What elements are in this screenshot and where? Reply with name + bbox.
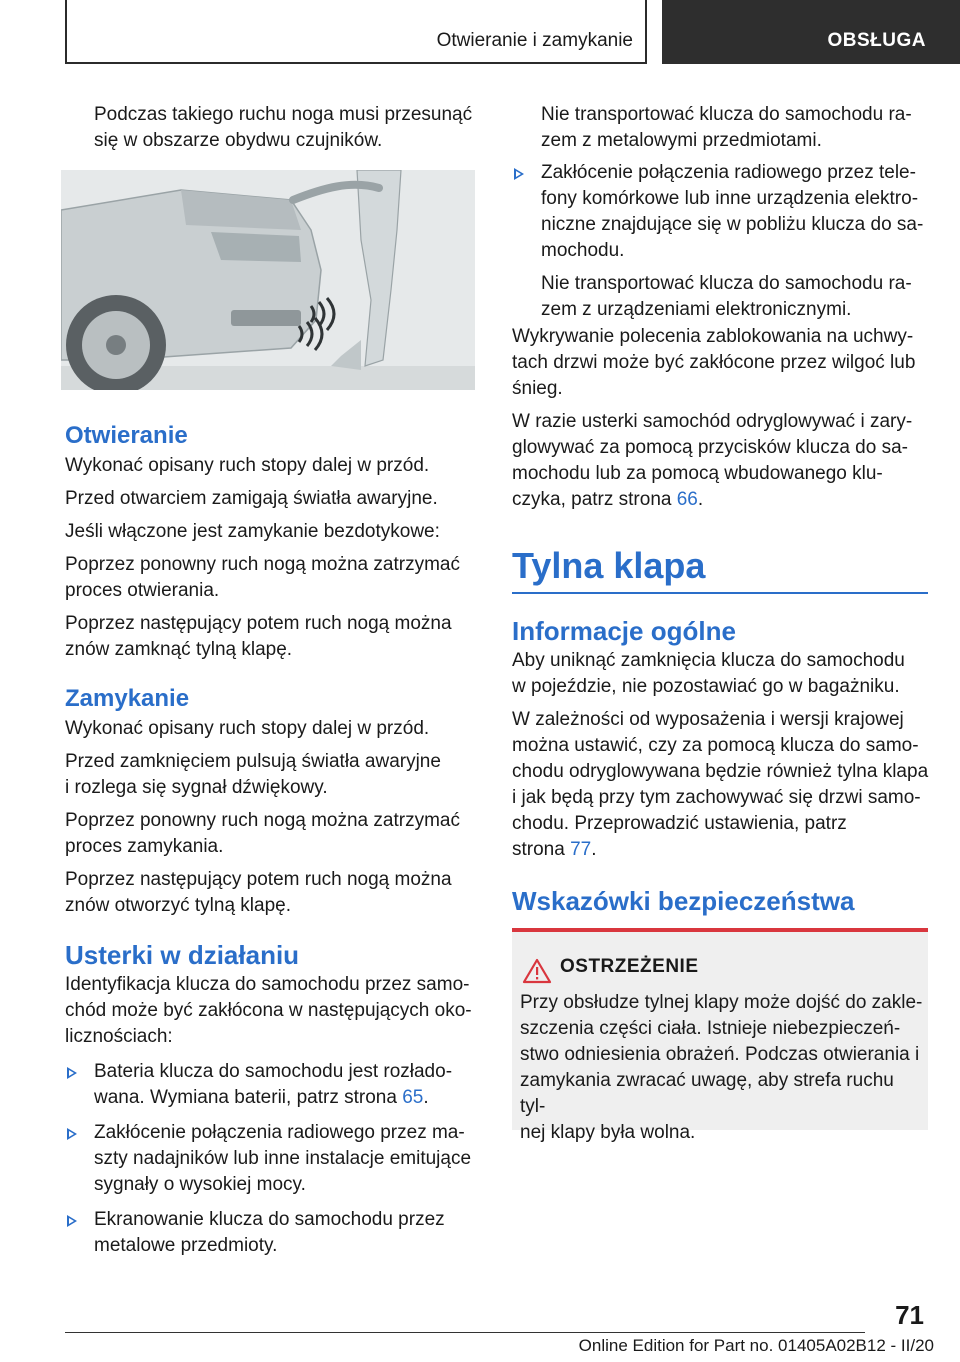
cont-line: zem z metalowymi przedmiotami.: [541, 130, 822, 151]
info-line: chodu odryglowywana będzie również tylna klapa: [512, 761, 929, 782]
info-line: strona 77.: [512, 839, 597, 860]
bullet-triangle-icon: [67, 1215, 77, 1227]
bullet-line: Nie transportować klucza do samochodu ra-: [541, 273, 912, 294]
para-line: glowywać za pomocą przycisków klucza do sa-: [512, 437, 908, 458]
warning-triangle-icon: [522, 956, 552, 986]
intro-line: się w obszarze obydwu czujników.: [94, 130, 383, 151]
info-line: W zależności od wyposażenia i wersji krajowej: [512, 709, 904, 730]
bullet-line: mochodu.: [541, 240, 625, 261]
warning-box: [512, 928, 928, 1143]
warning-body: [520, 990, 924, 1146]
warning-line: nej klapy była wolna.: [520, 1122, 696, 1143]
list-item: [65, 1059, 477, 1111]
para-line: czyka, patrz strona 66.: [512, 489, 704, 510]
info-line: w pojeździe, nie pozostawiać go w bagażniku.: [512, 676, 900, 697]
heading-tylna-klapa: Tylna klapa: [512, 545, 706, 586]
page-link-77[interactable]: 77: [570, 839, 592, 860]
cont-line: Nie transportować klucza do samochodu ra-: [541, 104, 912, 125]
warning-title: OSTRZEŻENIE: [560, 956, 699, 977]
bullet-line: metalowe przedmioty.: [94, 1235, 278, 1256]
bullet-line: sygnały o wysokiej mocy.: [94, 1174, 306, 1195]
page-number: 71: [895, 1300, 924, 1330]
info-line: i jak będą przy tym zachowywać się drzwi samo-: [512, 787, 921, 808]
bullet-line: Zakłócenie połączenia radiowego przez tele-: [541, 162, 916, 183]
otwieranie-line: Poprzez następujący potem ruch nogą można: [65, 613, 452, 634]
chapter-tab: [662, 0, 960, 64]
otwieranie-line: znów zamknąć tylną klapę.: [65, 639, 293, 660]
bullet-line: zem z urządzeniami elektronicznymi.: [541, 299, 852, 320]
bullet-line: niczne znajdujące się w pobliżu klucza do sa-: [541, 214, 924, 235]
header-frame: [65, 0, 647, 64]
bullet-triangle-icon: [67, 1067, 77, 1079]
car-rear-illustration: [61, 170, 475, 390]
heading-zamykanie: Zamykanie: [65, 685, 190, 712]
heading-rule: [512, 592, 928, 594]
warning-line: szczenia części ciała. Istnieje niebezpieczeń-: [520, 1018, 901, 1039]
warning-line: zamykania zwracać uwagę, aby strefa ruchu tyl-: [520, 1070, 894, 1117]
para-line: W razie usterki samochód odryglowywać i zary-: [512, 411, 913, 432]
chapter-tab-label: OBSŁUGA: [827, 30, 926, 51]
heading-informacje: Informacje ogólne: [512, 616, 736, 646]
bullet-line: fony komórkowe lub inne urządzenia elektro-: [541, 188, 919, 209]
heading-wskazowki: Wskazówki bezpieczeństwa: [512, 886, 855, 916]
info-line: można ustawić, czy za pomocą klucza do samo-: [512, 735, 919, 756]
usterki-intro-line: Identyfikacja klucza do samochodu przez samo-: [65, 974, 470, 995]
heading-otwieranie: Otwieranie: [65, 422, 188, 449]
footer-rule: [65, 1332, 865, 1333]
zamykanie-line: Poprzez ponowny ruch nogą można zatrzymać: [65, 810, 460, 831]
intro-line: Podczas takiego ruchu noga musi przesunąć: [94, 104, 473, 125]
zamykanie-line: proces zamykania.: [65, 836, 224, 857]
bullet-triangle-icon: [67, 1128, 77, 1140]
section-title: Otwieranie i zamykanie: [436, 30, 633, 51]
para-line: Wykrywanie polecenia zablokowania na uchwy-: [512, 326, 914, 347]
otwieranie-line: Wykonać opisany ruch stopy dalej w przód.: [65, 455, 430, 476]
bullet-line: Bateria klucza do samochodu jest rozłado-: [94, 1061, 453, 1082]
para-line: śnieg.: [512, 378, 563, 399]
page-link-66[interactable]: 66: [676, 489, 698, 510]
bullet-line: Ekranowanie klucza do samochodu przez: [94, 1209, 445, 1230]
warning-line: stwo odniesienia obrażeń. Podczas otwierania i: [520, 1044, 920, 1065]
otwieranie-line: proces otwierania.: [65, 580, 220, 601]
otwieranie-line: Przed otwarciem zamigają światła awaryjne.: [65, 488, 438, 509]
bullet-line: wana. Wymiana baterii, patrz strona 65.: [94, 1087, 429, 1108]
info-line: chodu. Przeprowadzić ustawienia, patrz: [512, 813, 847, 834]
zamykanie-line: Poprzez następujący potem ruch nogą można: [65, 869, 452, 890]
list-item: [65, 1120, 477, 1198]
tailgate-foot-gesture-illustration: [61, 170, 475, 390]
para-line: tach drzwi może być zakłócone przez wilgoć lub: [512, 352, 916, 373]
para-line: mochodu lub za pomocą wbudowanego klu-: [512, 463, 883, 484]
usterki-intro-line: chód może być zakłócona w następujących oko-: [65, 1000, 472, 1021]
zamykanie-line: Przed zamknięciem pulsują światła awaryjne: [65, 751, 441, 772]
heading-usterki: Usterki w działaniu: [65, 940, 300, 970]
bullet-line: szty nadajników lub inne instalacje emitujące: [94, 1148, 472, 1169]
usterki-intro-line: licznościach:: [65, 1026, 173, 1047]
edition-note: Online Edition for Part no. 01405A02B12 - II/20: [578, 1336, 934, 1355]
info-line: Aby uniknąć zamknięcia klucza do samochodu: [512, 650, 905, 671]
zamykanie-line: znów otworzyć tylną klapę.: [65, 895, 291, 916]
bullet-line: Zakłócenie połączenia radiowego przez ma-: [94, 1122, 465, 1143]
bullet-triangle-icon: [514, 168, 524, 180]
otwieranie-line: Jeśli włączone jest zamykanie bezdotykowe:: [65, 521, 440, 542]
warning-line: Przy obsłudze tylnej klapy może dojść do zakle-: [520, 992, 923, 1013]
otwieranie-line: Poprzez ponowny ruch nogą można zatrzymać: [65, 554, 460, 575]
page-link-65[interactable]: 65: [402, 1087, 424, 1108]
list-item: [65, 1207, 477, 1259]
list-item: [512, 160, 959, 323]
zamykanie-line: Wykonać opisany ruch stopy dalej w przód.: [65, 718, 430, 739]
zamykanie-line: i rozlega się sygnał dźwiękowy.: [65, 777, 328, 798]
